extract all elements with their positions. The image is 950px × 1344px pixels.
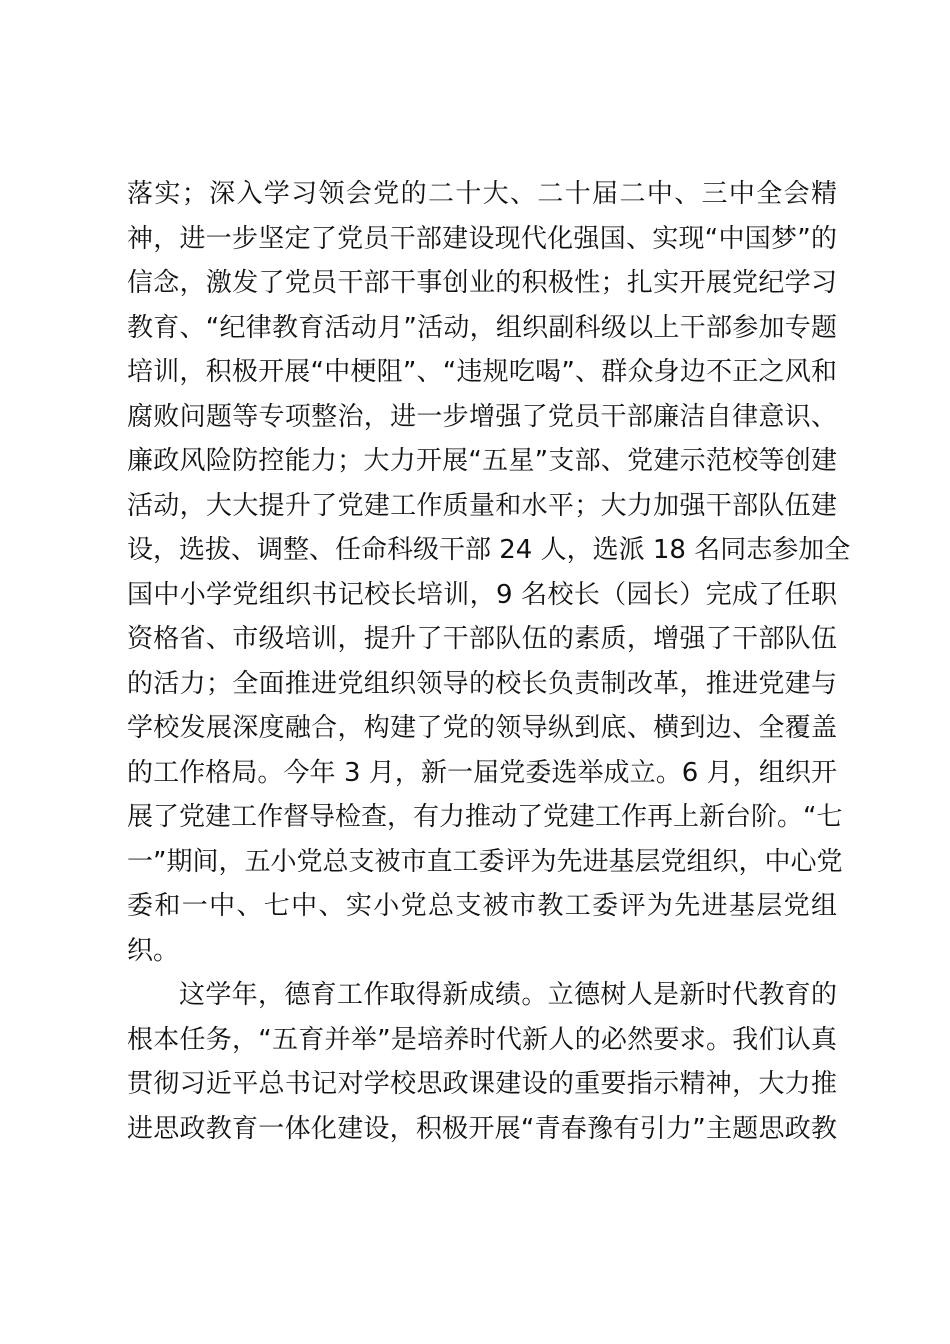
text-line: 学校发展深度融合，构建了党的领导纵到底、横到边、全覆盖 — [127, 713, 837, 743]
text-line: 国中小学党组织书记校长培训，9 名校长（园长）完成了任职 — [127, 579, 837, 610]
text-line: 教育、“纪律教育活动月”活动，组织副科级以上干部参加专题 — [127, 312, 837, 343]
text-line: 一”期间，五小党总支被市直工委评为先进基层党组织，中心党 — [127, 846, 843, 877]
text-line: 资格省、市级培训，提升了干部队伍的素质，增强了干部队伍 — [127, 624, 837, 654]
text-line: 设，选拔、调整、任命科级干部 24 人，选派 18 名同志参加全 — [127, 535, 851, 565]
text-line: 根本任务，“五育并举”是培养时代新人的必然要求。我们认真 — [127, 1024, 837, 1055]
text-line: 腐败问题等专项整治，进一步增强了党员干部廉洁自律意识、 — [127, 401, 837, 432]
text-line: 培训，积极开展“中梗阻”、“违规吃喝”、群众身边不正之风和 — [127, 357, 837, 387]
text-line: 神，进一步坚定了党员干部建设现代化强国、实现“中国梦”的 — [127, 223, 837, 254]
text-line: 织。 — [127, 935, 180, 966]
text-line: 委和一中、七中、实小党总支被市教工委评为先进基层党组 — [127, 891, 837, 921]
text-line: 的工作格局。今年 3 月，新一届党委选举成立。6 月，组织开 — [127, 757, 837, 788]
text-line: 活动，大大提升了党建工作质量和水平；大力加强干部队伍建 — [127, 490, 837, 521]
text-line: 落实；深入学习领会党的二十大、二十届二中、三中全会精 — [127, 179, 837, 209]
text-line: 廉政风险防控能力；大力开展“五星”支部、党建示范校等创建 — [127, 446, 837, 476]
paragraph-1 — [127, 172, 851, 973]
paragraph-2 — [127, 973, 837, 1151]
text-line: 信念，激发了党员干部干事创业的积极性；扎实开展党纪学习 — [127, 268, 837, 298]
text-line: 进思政教育一体化建设，积极开展“青春豫有引力”主题思政教 — [127, 1113, 837, 1144]
text-line: 这学年，德育工作取得新成绩。立德树人是新时代教育的 — [179, 980, 837, 1010]
text-line: 贯彻习近平总书记对学校思政课建设的重要指示精神，大力推 — [127, 1069, 837, 1099]
body-text — [127, 172, 851, 1151]
text-line: 的活力；全面推进党组织领导的校长负责制改革，推进党建与 — [127, 668, 837, 699]
text-line: 展了党建工作督导检查，有力推动了党建工作再上新台阶。“七 — [127, 802, 843, 832]
